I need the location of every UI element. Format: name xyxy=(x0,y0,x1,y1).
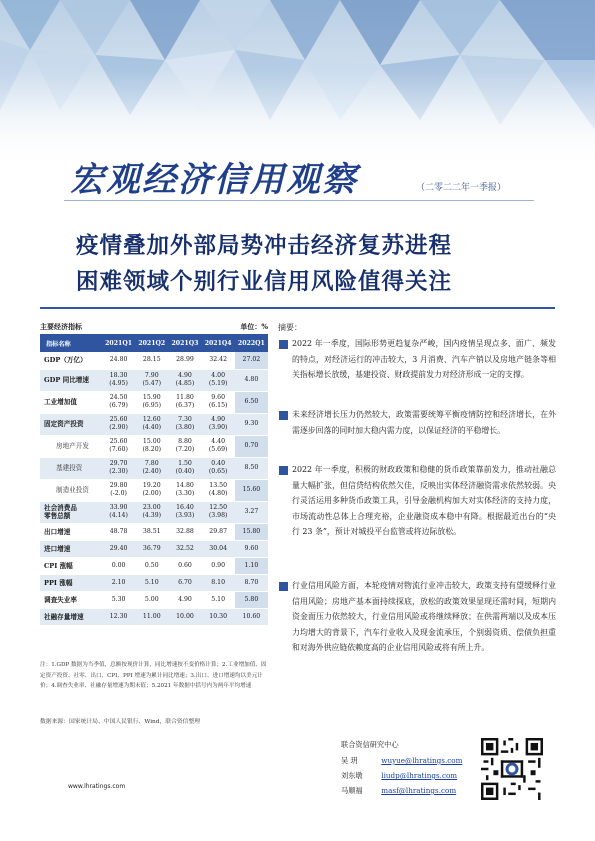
table-cell: 9.60 (6.15) xyxy=(202,391,235,413)
row-label: 调查失业率 xyxy=(40,591,102,608)
table-cell: 15.00 (8.20) xyxy=(135,435,168,457)
row-label: 固定资产投资 xyxy=(40,413,102,435)
table-cell: 32.88 xyxy=(168,523,201,540)
table-cell: 23.00 (4.39) xyxy=(135,501,168,523)
table-cell: 14.80 (3.30) xyxy=(168,479,201,501)
contact-email-link[interactable]: masf@lhratings.com xyxy=(381,786,457,795)
table-row xyxy=(40,479,268,501)
row-label: 制造业投资 xyxy=(40,479,102,501)
table-cell: 5.00 xyxy=(135,591,168,608)
column-header: 2021Q4 xyxy=(202,334,235,352)
row-label: GDP 同比增速 xyxy=(40,369,102,391)
table-cell: 7.30 (3.80) xyxy=(168,413,201,435)
contact-name: 刘东墩 xyxy=(341,771,363,780)
section-divider xyxy=(40,307,555,309)
qr-code-icon xyxy=(481,738,543,800)
header-banner xyxy=(0,0,595,170)
series-subtitle: （二零二二年一季报） xyxy=(416,183,507,193)
table-cell: 11.80 (6.37) xyxy=(168,391,201,413)
table-cell: 12.50 (3.98) xyxy=(202,501,235,523)
table-cell: 48.78 xyxy=(102,523,135,540)
row-label: PPI 涨幅 xyxy=(40,574,102,591)
table-row xyxy=(40,557,268,574)
table-header xyxy=(40,322,268,332)
table-row xyxy=(40,591,268,608)
summary-paragraph: 2022 年一季度，积极的财政政策和稳健的货币政策靠前发力，推动社融总量大幅扩张，但信贷结构依然欠佳，反映出实体经济融资需求依然较弱。央行灵活运用多种货币政策工具，引导金融机构加大对实体经济的支持力度，市场流动性总体上合理充裕，企业融资成本稳中有降。根据最近出台的“央行 23 条”，预计对城投平台监管或将边际放松。 xyxy=(292,465,556,537)
table-cell: 9.60 xyxy=(235,540,268,557)
contact-row xyxy=(341,756,462,766)
table-cell: 32.42 xyxy=(202,352,235,369)
table-cell: 27.02 xyxy=(235,352,268,369)
table-cell: 12.60 (4.40) xyxy=(135,413,168,435)
table-row xyxy=(40,540,268,557)
row-label: 工业增加值 xyxy=(40,391,102,413)
banner-pattern xyxy=(0,0,595,170)
row-label: GDP（万亿） xyxy=(40,352,102,369)
title-divider xyxy=(64,200,534,201)
column-header: 2021Q3 xyxy=(168,334,201,352)
column-header: 指标名称 xyxy=(40,334,102,352)
bullet-icon xyxy=(279,582,288,591)
table-cell: 8.80 (7.20) xyxy=(168,435,201,457)
table-row xyxy=(40,574,268,591)
economic-indicators-table xyxy=(40,334,268,626)
table-row xyxy=(40,369,268,391)
table-cell: 4.00 (5.19) xyxy=(202,369,235,391)
summary-title: 摘要： xyxy=(278,323,302,332)
table-cell: 25.60 (7.60) xyxy=(102,435,135,457)
table-cell: 5.10 xyxy=(135,574,168,591)
table-row xyxy=(40,523,268,540)
table-cell: 5.10 xyxy=(202,591,235,608)
table-row xyxy=(40,435,268,457)
contact-row xyxy=(341,786,456,796)
table-cell: 10.30 xyxy=(202,608,235,625)
table-cell: 5.80 xyxy=(235,591,268,608)
contact-name: 马顺福 xyxy=(341,786,363,795)
summary-paragraph: 行业信用风险方面，本轮疫情对物流行业冲击较大，政策支持有望缓释行业信用风险；房地产基本面持续探底，放松的政策效果显现还需时间，短期内资金面压力依然较大，行业信用风险或将继续释放；在供需两端以及成本压力均增大的背景下，汽车行业收入及现金流承压，个别弱资质、偿债负担重和对海外供应链依赖度高的企业信用风险或将有所上升。 xyxy=(292,581,556,653)
column-header: 2022Q1 xyxy=(235,334,268,352)
table-cell: 12.30 xyxy=(102,608,135,625)
table-cell: 4.40 (5.69) xyxy=(202,435,235,457)
table-cell: 19.20 (2.00) xyxy=(135,479,168,501)
row-label: 房地产开发 xyxy=(40,435,102,457)
table-header-row xyxy=(40,334,268,352)
table-cell: 7.90 (5.47) xyxy=(135,369,168,391)
table-cell: 1.10 xyxy=(235,557,268,574)
table-cell: 8.50 xyxy=(235,457,268,479)
table-row xyxy=(40,608,268,625)
row-label: 社会消费品 零售总额 xyxy=(40,501,102,523)
table-cell: 6.70 xyxy=(168,574,201,591)
series-title: 宏观经济信用观察 xyxy=(70,160,358,200)
headline-line-1: 疫情叠加外部局势冲击经济复苏进程 xyxy=(76,233,453,259)
headline-line-2: 困难领域个别行业信用风险值得关注 xyxy=(76,269,453,295)
table-cell: 0.50 xyxy=(135,557,168,574)
table-cell: 4.90 (3.90) xyxy=(202,413,235,435)
table-cell: 7.80 (2.40) xyxy=(135,457,168,479)
row-label: 社融存量增速 xyxy=(40,608,102,625)
summary-paragraph: 未来经济增长压力仍然较大，政策需要统筹平衡疫情防控和经济增长，在外需逐步回落的同时加大稳内需力度，以保证经济的平稳增长。 xyxy=(292,410,556,435)
table-cell: 29.40 xyxy=(102,540,135,557)
table-cell: 30.04 xyxy=(202,540,235,557)
table-cell: 28.99 xyxy=(168,352,201,369)
table-cell: 11.00 xyxy=(135,608,168,625)
bullet-icon xyxy=(279,466,288,475)
table-cell: 32.52 xyxy=(168,540,201,557)
table-cell: 1.50 (0.40) xyxy=(168,457,201,479)
table-cell: 29.87 xyxy=(202,523,235,540)
table-cell: 0.00 xyxy=(102,557,135,574)
table-row xyxy=(40,457,268,479)
table-cell: 13.50 (4.80) xyxy=(202,479,235,501)
table-row xyxy=(40,501,268,523)
website-link[interactable]: www.lhratings.com xyxy=(68,783,126,790)
table-cell: 0.70 xyxy=(235,435,268,457)
table-cell: 4.80 xyxy=(235,369,268,391)
table-cell: 5.30 xyxy=(102,591,135,608)
row-label: 基建投资 xyxy=(40,457,102,479)
row-label: 进口增速 xyxy=(40,540,102,557)
table-cell: 24.50 (6.79) xyxy=(102,391,135,413)
table-cell: 3.27 xyxy=(235,501,268,523)
table-cell: 38.51 xyxy=(135,523,168,540)
table-row xyxy=(40,413,268,435)
table-cell: 8.70 xyxy=(235,574,268,591)
bullet-icon xyxy=(279,340,288,349)
table-cell: 29.80 (-2.0) xyxy=(102,479,135,501)
table-title: 主要经济指标 xyxy=(40,322,82,331)
table-cell: 33.90 (4.14) xyxy=(102,501,135,523)
row-label: CPI 涨幅 xyxy=(40,557,102,574)
table-cell: 24.80 xyxy=(102,352,135,369)
contact-name: 吴 玥 xyxy=(341,756,358,765)
table-cell: 15.80 xyxy=(235,523,268,540)
data-source: 数据来源：国家统计局、中国人民银行、Wind，联合资信整理 xyxy=(40,719,201,725)
table-cell: 15.60 xyxy=(235,479,268,501)
table-cell: 36.79 xyxy=(135,540,168,557)
table-cell: 4.90 xyxy=(168,591,201,608)
column-header: 2021Q2 xyxy=(135,334,168,352)
contact-email-link[interactable]: wuyue@lhratings.com xyxy=(381,756,463,765)
table-cell: 29.70 (2.30) xyxy=(102,457,135,479)
table-cell: 2.10 xyxy=(102,574,135,591)
table-cell: 28.15 xyxy=(135,352,168,369)
contact-row xyxy=(341,771,457,781)
table-cell: 9.30 xyxy=(235,413,268,435)
table-unit: 单位：% xyxy=(240,322,268,331)
table-cell: 6.50 xyxy=(235,391,268,413)
table-cell: 0.60 xyxy=(168,557,201,574)
research-center-name: 联合资信研究中心 xyxy=(341,740,399,749)
table-cell: 18.30 (4.95) xyxy=(102,369,135,391)
table-cell: 16.40 (3.93) xyxy=(168,501,201,523)
table-cell: 10.00 xyxy=(168,608,201,625)
table-cell: 25.60 (2.90) xyxy=(102,413,135,435)
table-cell: 15.90 (6.95) xyxy=(135,391,168,413)
bullet-icon xyxy=(279,411,288,420)
table-notes: 注：1.GDP 数据为当季值，总额按现价计算，同比增速按不变价格计算；2.工业增加值、固定资产投资、社零、出口、CPI、PPI 增速为累计同比增速；3.出口、进口增速均以美元计价；4.调查失业率、社融存量增速为期末值；5.2021 年数据中括号内为两年平均增速 xyxy=(40,662,267,689)
summary-paragraph: 2022 年一季度，国际形势更趋复杂严峻，国内疫情呈现点多、面广、频发的特点，对经济运行的冲击较大，3 月消费、汽车产销以及房地产链条等相关指标增长放缓，基建投资、财政提前发力对经济形成一定的支撑。 xyxy=(292,339,556,380)
table-row xyxy=(40,391,268,413)
contact-email-link[interactable]: liudp@lhratings.com xyxy=(381,771,458,780)
table-row xyxy=(40,352,268,369)
table-cell: 10.60 xyxy=(235,608,268,625)
table-cell: 0.90 xyxy=(202,557,235,574)
column-header: 2021Q1 xyxy=(102,334,135,352)
row-label: 出口增速 xyxy=(40,523,102,540)
table-cell: 8.10 xyxy=(202,574,235,591)
table-cell: 0.40 (0.65) xyxy=(202,457,235,479)
table-cell: 4.90 (4.85) xyxy=(168,369,201,391)
